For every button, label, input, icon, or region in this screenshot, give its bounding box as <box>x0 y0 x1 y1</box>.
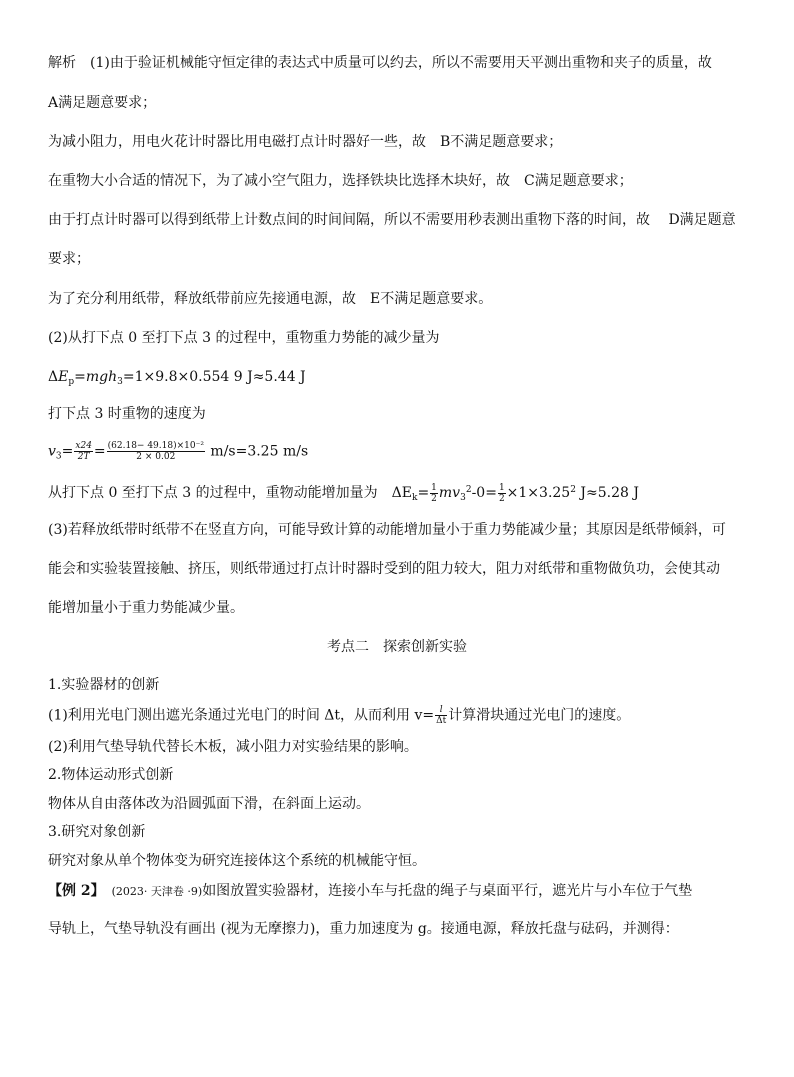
object-text: 研究对象从单个物体变为研究连接体这个系统的机械能守恒。 <box>48 853 426 869</box>
analysis-line-7: 为了充分利用纸带，释放纸带前应先接通电源，故 E不满足题意要求。 <box>48 291 493 307</box>
equation-kinetic-energy: 从打下点 0 至打下点 3 的过程中，重物动能增加量为 $\Delta E_k=$ $\frac{1}{2}$ $mv_3^2-0=$ $\frac{1}{2}$ $\times 1\times 3.25^2$ J≈5.28 J <box>48 482 639 504</box>
innovation-item-2: (2)利用气垫导轨代替长木板，减小阻力对实验结果的影响。 <box>48 739 418 755</box>
analysis-line-4: 在重物大小合适的情况下，为了减小空气阻力，选择铁块比选择木块好，故 C满足题意要求； <box>48 173 633 189</box>
analysis-line-9: 打下点 3 时重物的速度为 <box>48 406 206 422</box>
analysis-line-6: 要求； <box>48 251 90 267</box>
analysis-line-8: (2)从打下点 0 至打下点 3 的过程中，重物重力势能的减少量为 <box>48 330 440 346</box>
analysis-line-12: 能增加量小于重力势能减少量。 <box>48 600 244 616</box>
example-source: (2023· 天津卷 ·9) <box>111 885 203 898</box>
example-label: 【例 2】 <box>48 883 98 899</box>
analysis-line-10: (3)若释放纸带时纸带不在竖直方向，可能导致计算的动能增加量小于重力势能减少量；其原因是纸带倾斜，可 <box>48 522 726 538</box>
subheading-2: 2.物体运动形式创新 <box>48 767 174 783</box>
equation-velocity: $v_3=$ $\frac{x24}{2T}$ = $\frac{\text{(62.18− 49.18)×10⁻²}}{2 \times 0.02}$ m/s=3.25 m/s <box>48 441 309 462</box>
analysis-line-1: 解析 (1)由于验证机械能守恒定律的表达式中质量可以约去，所以不需要用天平测出重物和夹子的质量，故 <box>48 55 712 71</box>
analysis-line-2: A满足题意要求； <box>48 95 157 111</box>
analysis-line-11: 能会和实验装置接触、挤压，则纸带通过打点计时器时受到的阻力较大，阻力对纸带和重物做负功，会使其动 <box>48 561 720 577</box>
example-line-2: 导轨上，气垫导轨没有画出 (视为无摩擦力)，重力加速度为 g。接通电源，释放托盘与砝码，并测得： <box>48 921 679 937</box>
section-title: 考点二 探索创新实验 <box>327 639 467 655</box>
innovation-item-1: (1)利用光电门测出遮光条通过光电门的时间 Δt，从而利用 v= $\frac{l}{\Delta t}$ 计算滑块通过光电门的速度。 <box>48 705 631 726</box>
example-line-1: 【例 2】 (2023· 天津卷 ·9)如图放置实验器材，连接小车与托盘的绳子与桌面平行，遮光片与小车位于气垫 <box>48 883 693 899</box>
analysis-label: 解析 <box>48 55 76 71</box>
analysis-line-3: 为减小阻力，用电火花计时器比用电磁打点计时器好一些，故 B不满足题意要求； <box>48 134 563 150</box>
subheading-1: 1.实验器材的创新 <box>48 677 160 693</box>
motion-text: 物体从自由落体改为沿圆弧面下滑，在斜面上运动。 <box>48 796 370 812</box>
equation-potential-energy: $\Delta E_p=mgh_3=1\times 9.8\times 0.554$ 9 J≈5.44 J <box>48 369 306 387</box>
analysis-line-5: 由于打点计时器可以得到纸带上计数点间的时间间隔，所以不需要用秒表测出重物下落的时间，故 D满足题意 <box>48 212 736 228</box>
subheading-3: 3.研究对象创新 <box>48 824 146 840</box>
